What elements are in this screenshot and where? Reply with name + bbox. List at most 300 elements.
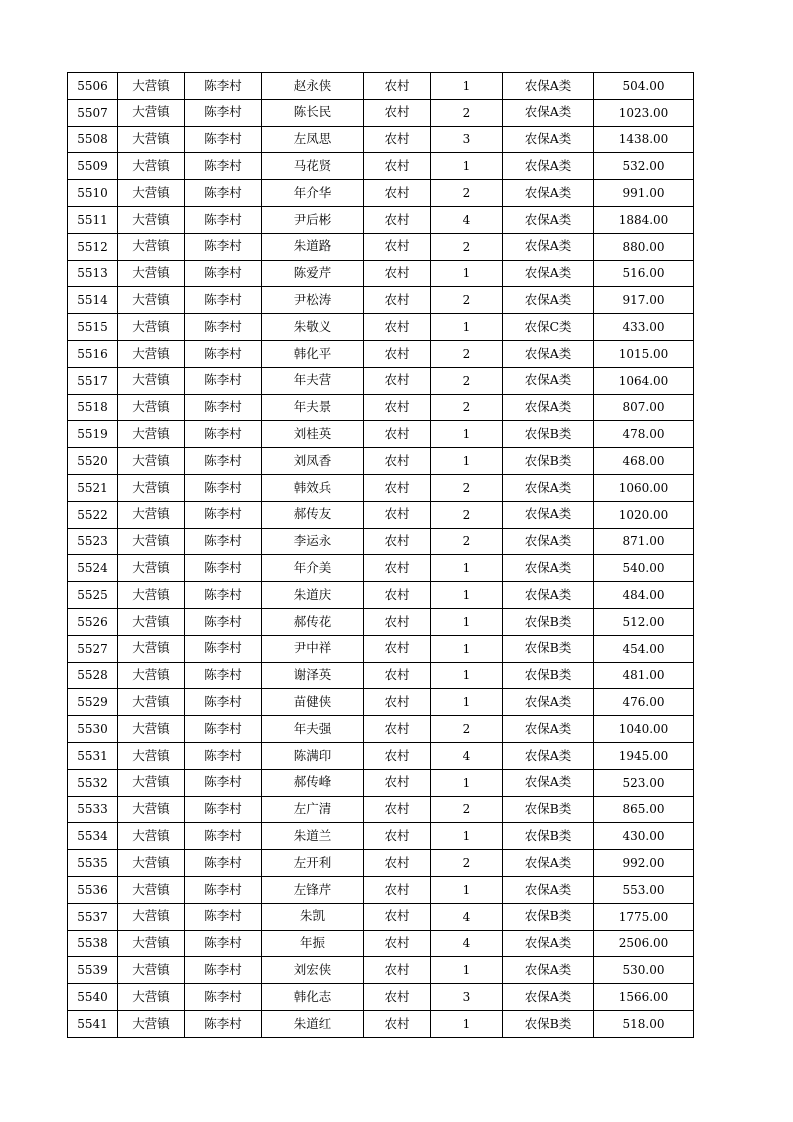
village-cell: 陈李村 [185,180,262,207]
household-type-cell: 农村 [364,984,431,1011]
name-cell: 尹松涛 [262,287,364,314]
amount-cell: 540.00 [594,555,694,582]
family-members-cell: 1 [431,635,503,662]
household-type-cell: 农村 [364,608,431,635]
household-type-cell: 农村 [364,823,431,850]
town-cell: 大营镇 [118,984,185,1011]
category-cell: 农保A类 [503,528,594,555]
name-cell: 尹后彬 [262,206,364,233]
village-cell: 陈李村 [185,474,262,501]
table-row [68,608,694,635]
household-type-cell: 农村 [364,73,431,100]
serial-number-cell: 5514 [68,287,118,314]
family-members-cell: 1 [431,555,503,582]
serial-number-cell: 5537 [68,903,118,930]
category-cell: 农保A类 [503,340,594,367]
name-cell: 谢泽英 [262,662,364,689]
household-type-cell: 农村 [364,153,431,180]
serial-number-cell: 5530 [68,716,118,743]
town-cell: 大营镇 [118,340,185,367]
household-type-cell: 农村 [364,957,431,984]
family-members-cell: 1 [431,448,503,475]
name-cell: 朱道庆 [262,582,364,609]
table-row [68,662,694,689]
category-cell: 农保A类 [503,984,594,1011]
family-members-cell: 2 [431,287,503,314]
town-cell: 大营镇 [118,769,185,796]
serial-number-cell: 5539 [68,957,118,984]
town-cell: 大营镇 [118,876,185,903]
household-type-cell: 农村 [364,314,431,341]
table-row [68,233,694,260]
name-cell: 左凤思 [262,126,364,153]
amount-cell: 1775.00 [594,903,694,930]
family-members-cell: 1 [431,153,503,180]
household-type-cell: 农村 [364,501,431,528]
assistance-roster-table [67,72,694,1038]
village-cell: 陈李村 [185,823,262,850]
table-body [68,73,694,1038]
category-cell: 农保A类 [503,367,594,394]
serial-number-cell: 5511 [68,206,118,233]
serial-number-cell: 5532 [68,769,118,796]
town-cell: 大营镇 [118,180,185,207]
town-cell: 大营镇 [118,662,185,689]
household-type-cell: 农村 [364,394,431,421]
name-cell: 年夫营 [262,367,364,394]
serial-number-cell: 5516 [68,340,118,367]
name-cell: 李运永 [262,528,364,555]
family-members-cell: 4 [431,742,503,769]
serial-number-cell: 5533 [68,796,118,823]
serial-number-cell: 5521 [68,474,118,501]
category-cell: 农保A类 [503,287,594,314]
town-cell: 大营镇 [118,367,185,394]
name-cell: 年夫强 [262,716,364,743]
amount-cell: 454.00 [594,635,694,662]
category-cell: 农保C类 [503,314,594,341]
town-cell: 大营镇 [118,501,185,528]
amount-cell: 1064.00 [594,367,694,394]
household-type-cell: 农村 [364,287,431,314]
town-cell: 大营镇 [118,555,185,582]
amount-cell: 518.00 [594,1010,694,1037]
name-cell: 陈长民 [262,99,364,126]
name-cell: 左锋芹 [262,876,364,903]
amount-cell: 1945.00 [594,742,694,769]
amount-cell: 917.00 [594,287,694,314]
family-members-cell: 1 [431,662,503,689]
category-cell: 农保A类 [503,233,594,260]
table-row [68,876,694,903]
household-type-cell: 农村 [364,340,431,367]
category-cell: 农保A类 [503,474,594,501]
amount-cell: 468.00 [594,448,694,475]
table-row [68,394,694,421]
name-cell: 尹中祥 [262,635,364,662]
amount-cell: 1566.00 [594,984,694,1011]
amount-cell: 478.00 [594,421,694,448]
household-type-cell: 农村 [364,582,431,609]
village-cell: 陈李村 [185,206,262,233]
name-cell: 刘宏侠 [262,957,364,984]
table-row [68,367,694,394]
household-type-cell: 农村 [364,903,431,930]
category-cell: 农保A类 [503,850,594,877]
village-cell: 陈李村 [185,984,262,1011]
family-members-cell: 2 [431,180,503,207]
serial-number-cell: 5507 [68,99,118,126]
table-row [68,823,694,850]
table-row [68,180,694,207]
category-cell: 农保A类 [503,742,594,769]
table-row [68,635,694,662]
town-cell: 大营镇 [118,260,185,287]
village-cell: 陈李村 [185,501,262,528]
family-members-cell: 4 [431,206,503,233]
family-members-cell: 1 [431,608,503,635]
town-cell: 大营镇 [118,1010,185,1037]
household-type-cell: 农村 [364,99,431,126]
serial-number-cell: 5540 [68,984,118,1011]
family-members-cell: 4 [431,930,503,957]
serial-number-cell: 5535 [68,850,118,877]
category-cell: 农保A类 [503,260,594,287]
name-cell: 韩化平 [262,340,364,367]
table-row [68,340,694,367]
household-type-cell: 农村 [364,233,431,260]
name-cell: 陈爱芹 [262,260,364,287]
amount-cell: 1020.00 [594,501,694,528]
table-row [68,260,694,287]
category-cell: 农保B类 [503,608,594,635]
family-members-cell: 1 [431,582,503,609]
household-type-cell: 农村 [364,367,431,394]
household-type-cell: 农村 [364,662,431,689]
name-cell: 刘桂英 [262,421,364,448]
name-cell: 年介美 [262,555,364,582]
village-cell: 陈李村 [185,903,262,930]
serial-number-cell: 5509 [68,153,118,180]
village-cell: 陈李村 [185,582,262,609]
amount-cell: 1023.00 [594,99,694,126]
village-cell: 陈李村 [185,394,262,421]
table-row [68,796,694,823]
village-cell: 陈李村 [185,314,262,341]
name-cell: 朱凯 [262,903,364,930]
category-cell: 农保A类 [503,180,594,207]
table-row [68,153,694,180]
household-type-cell: 农村 [364,1010,431,1037]
table-row [68,474,694,501]
table-row [68,769,694,796]
household-type-cell: 农村 [364,930,431,957]
amount-cell: 1015.00 [594,340,694,367]
amount-cell: 553.00 [594,876,694,903]
village-cell: 陈李村 [185,689,262,716]
table-row [68,501,694,528]
family-members-cell: 1 [431,769,503,796]
family-members-cell: 2 [431,340,503,367]
serial-number-cell: 5523 [68,528,118,555]
village-cell: 陈李村 [185,796,262,823]
category-cell: 农保B类 [503,662,594,689]
amount-cell: 484.00 [594,582,694,609]
household-type-cell: 农村 [364,260,431,287]
table-row [68,99,694,126]
village-cell: 陈李村 [185,260,262,287]
amount-cell: 807.00 [594,394,694,421]
village-cell: 陈李村 [185,126,262,153]
household-type-cell: 农村 [364,474,431,501]
household-type-cell: 农村 [364,528,431,555]
village-cell: 陈李村 [185,608,262,635]
town-cell: 大营镇 [118,394,185,421]
village-cell: 陈李村 [185,957,262,984]
village-cell: 陈李村 [185,73,262,100]
serial-number-cell: 5531 [68,742,118,769]
category-cell: 农保A类 [503,582,594,609]
town-cell: 大营镇 [118,823,185,850]
serial-number-cell: 5508 [68,126,118,153]
serial-number-cell: 5536 [68,876,118,903]
household-type-cell: 农村 [364,689,431,716]
amount-cell: 512.00 [594,608,694,635]
table-row [68,582,694,609]
family-members-cell: 1 [431,421,503,448]
category-cell: 农保A类 [503,769,594,796]
name-cell: 刘凤香 [262,448,364,475]
village-cell: 陈李村 [185,340,262,367]
table-row [68,287,694,314]
village-cell: 陈李村 [185,448,262,475]
category-cell: 农保A类 [503,957,594,984]
name-cell: 年夫景 [262,394,364,421]
table-row [68,314,694,341]
town-cell: 大营镇 [118,73,185,100]
village-cell: 陈李村 [185,555,262,582]
name-cell: 年介华 [262,180,364,207]
amount-cell: 871.00 [594,528,694,555]
table-row [68,716,694,743]
amount-cell: 481.00 [594,662,694,689]
family-members-cell: 2 [431,716,503,743]
town-cell: 大营镇 [118,126,185,153]
family-members-cell: 2 [431,528,503,555]
family-members-cell: 2 [431,233,503,260]
name-cell: 左广清 [262,796,364,823]
household-type-cell: 农村 [364,876,431,903]
village-cell: 陈李村 [185,716,262,743]
table-row [68,850,694,877]
household-type-cell: 农村 [364,448,431,475]
serial-number-cell: 5515 [68,314,118,341]
serial-number-cell: 5512 [68,233,118,260]
town-cell: 大营镇 [118,448,185,475]
village-cell: 陈李村 [185,876,262,903]
serial-number-cell: 5541 [68,1010,118,1037]
category-cell: 农保A类 [503,555,594,582]
village-cell: 陈李村 [185,233,262,260]
town-cell: 大营镇 [118,474,185,501]
name-cell: 朱道路 [262,233,364,260]
household-type-cell: 农村 [364,635,431,662]
category-cell: 农保A类 [503,689,594,716]
category-cell: 农保B类 [503,1010,594,1037]
table-row [68,126,694,153]
amount-cell: 516.00 [594,260,694,287]
serial-number-cell: 5519 [68,421,118,448]
town-cell: 大营镇 [118,206,185,233]
table-row [68,1010,694,1037]
category-cell: 农保A类 [503,716,594,743]
town-cell: 大营镇 [118,903,185,930]
family-members-cell: 1 [431,876,503,903]
family-members-cell: 1 [431,314,503,341]
serial-number-cell: 5513 [68,260,118,287]
category-cell: 农保B类 [503,823,594,850]
name-cell: 朱道红 [262,1010,364,1037]
village-cell: 陈李村 [185,850,262,877]
family-members-cell: 2 [431,394,503,421]
village-cell: 陈李村 [185,99,262,126]
serial-number-cell: 5534 [68,823,118,850]
village-cell: 陈李村 [185,930,262,957]
town-cell: 大营镇 [118,314,185,341]
household-type-cell: 农村 [364,742,431,769]
town-cell: 大营镇 [118,850,185,877]
serial-number-cell: 5528 [68,662,118,689]
household-type-cell: 农村 [364,850,431,877]
table-row [68,930,694,957]
name-cell: 韩效兵 [262,474,364,501]
category-cell: 农保A类 [503,73,594,100]
serial-number-cell: 5518 [68,394,118,421]
table-row [68,903,694,930]
family-members-cell: 1 [431,957,503,984]
household-type-cell: 农村 [364,555,431,582]
serial-number-cell: 5526 [68,608,118,635]
serial-number-cell: 5529 [68,689,118,716]
family-members-cell: 1 [431,1010,503,1037]
serial-number-cell: 5522 [68,501,118,528]
amount-cell: 992.00 [594,850,694,877]
town-cell: 大营镇 [118,528,185,555]
table-row [68,984,694,1011]
name-cell: 马花贤 [262,153,364,180]
table-row [68,555,694,582]
village-cell: 陈李村 [185,742,262,769]
amount-cell: 1438.00 [594,126,694,153]
serial-number-cell: 5506 [68,73,118,100]
category-cell: 农保A类 [503,153,594,180]
town-cell: 大营镇 [118,153,185,180]
family-members-cell: 1 [431,260,503,287]
family-members-cell: 2 [431,367,503,394]
category-cell: 农保A类 [503,876,594,903]
family-members-cell: 3 [431,984,503,1011]
household-type-cell: 农村 [364,180,431,207]
serial-number-cell: 5517 [68,367,118,394]
amount-cell: 476.00 [594,689,694,716]
category-cell: 农保A类 [503,930,594,957]
amount-cell: 991.00 [594,180,694,207]
amount-cell: 2506.00 [594,930,694,957]
name-cell: 郝传花 [262,608,364,635]
village-cell: 陈李村 [185,662,262,689]
amount-cell: 504.00 [594,73,694,100]
amount-cell: 1040.00 [594,716,694,743]
serial-number-cell: 5527 [68,635,118,662]
town-cell: 大营镇 [118,689,185,716]
town-cell: 大营镇 [118,421,185,448]
category-cell: 农保A类 [503,394,594,421]
name-cell: 苗健侠 [262,689,364,716]
town-cell: 大营镇 [118,287,185,314]
household-type-cell: 农村 [364,769,431,796]
family-members-cell: 2 [431,850,503,877]
household-type-cell: 农村 [364,126,431,153]
category-cell: 农保B类 [503,903,594,930]
name-cell: 郝传友 [262,501,364,528]
village-cell: 陈李村 [185,1010,262,1037]
amount-cell: 523.00 [594,769,694,796]
village-cell: 陈李村 [185,635,262,662]
village-cell: 陈李村 [185,421,262,448]
category-cell: 农保A类 [503,206,594,233]
amount-cell: 865.00 [594,796,694,823]
family-members-cell: 3 [431,126,503,153]
name-cell: 韩化志 [262,984,364,1011]
family-members-cell: 2 [431,796,503,823]
serial-number-cell: 5525 [68,582,118,609]
household-type-cell: 农村 [364,716,431,743]
family-members-cell: 2 [431,501,503,528]
village-cell: 陈李村 [185,769,262,796]
table-row [68,448,694,475]
serial-number-cell: 5520 [68,448,118,475]
name-cell: 陈满印 [262,742,364,769]
town-cell: 大营镇 [118,796,185,823]
table-row [68,421,694,448]
serial-number-cell: 5524 [68,555,118,582]
name-cell: 左开利 [262,850,364,877]
name-cell: 赵永侠 [262,73,364,100]
household-type-cell: 农村 [364,421,431,448]
table-row [68,742,694,769]
family-members-cell: 1 [431,73,503,100]
category-cell: 农保A类 [503,99,594,126]
category-cell: 农保B类 [503,421,594,448]
name-cell: 年振 [262,930,364,957]
town-cell: 大营镇 [118,233,185,260]
table-row [68,206,694,233]
table-row [68,528,694,555]
amount-cell: 530.00 [594,957,694,984]
family-members-cell: 2 [431,99,503,126]
table-row [68,689,694,716]
amount-cell: 1060.00 [594,474,694,501]
town-cell: 大营镇 [118,742,185,769]
amount-cell: 880.00 [594,233,694,260]
village-cell: 陈李村 [185,367,262,394]
town-cell: 大营镇 [118,582,185,609]
village-cell: 陈李村 [185,528,262,555]
household-type-cell: 农村 [364,796,431,823]
name-cell: 朱道兰 [262,823,364,850]
town-cell: 大营镇 [118,957,185,984]
category-cell: 农保B类 [503,448,594,475]
